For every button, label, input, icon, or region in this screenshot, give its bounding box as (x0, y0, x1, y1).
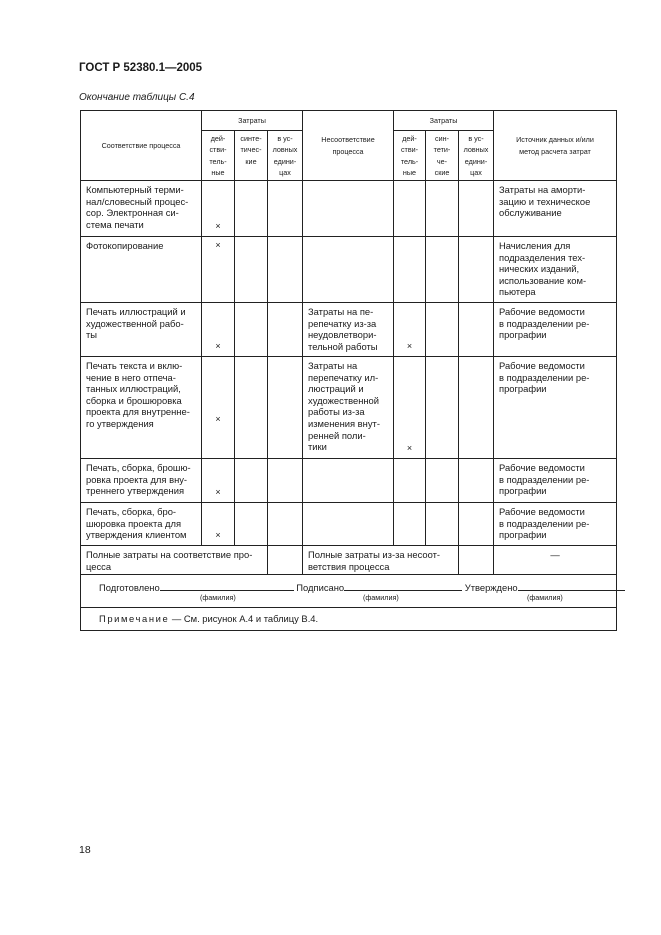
header-costs-2: Затраты (394, 111, 494, 131)
header-conditional: в ус- ловных едини- цах (268, 131, 303, 181)
synthetic-mark-2 (426, 459, 459, 503)
synthetic-mark (235, 357, 268, 459)
conditional-mark (268, 459, 303, 503)
conditional-mark-2 (459, 459, 494, 503)
actual-mark: × (202, 459, 235, 503)
actual-mark-2 (394, 181, 426, 237)
table-caption: Окончание таблицы С.4 (79, 92, 195, 103)
synthetic-mark-2 (426, 237, 459, 303)
synthetic-mark-2 (426, 303, 459, 357)
actual-mark: × (202, 503, 235, 546)
synthetic-mark (235, 237, 268, 303)
header-synthetic-2: син- тети- че- ские (426, 131, 459, 181)
conformance-cell: Компьютерный терми- нал/словесный процес- сор. Электронная си- стема печати (81, 181, 202, 237)
surname-caption-3: (фамилия) (527, 593, 563, 603)
conditional-mark-2 (459, 357, 494, 459)
actual-mark: × (202, 237, 235, 303)
nonconformance-cell (303, 181, 394, 237)
actual-mark-2: × (394, 357, 426, 459)
actual-mark: × (202, 357, 235, 459)
actual-mark-2: × (394, 303, 426, 357)
synthetic-mark (235, 181, 268, 237)
total-source: — (494, 546, 617, 575)
nonconformance-cell (303, 503, 394, 546)
source-cell: Начисления для подразделения тех- нических изданий, использование ком- пьютера (494, 237, 617, 303)
nonconformance-cell: Затраты на перепечатку ил- люстраций и художественной работы из-за изменения внут- ренней поли- тики (303, 357, 394, 459)
table-row (81, 459, 617, 503)
synthetic-mark-2 (426, 357, 459, 459)
conditional-mark (268, 303, 303, 357)
conditional-mark-2 (459, 181, 494, 237)
total-nonconformance-units (459, 546, 494, 575)
table-row (81, 303, 617, 357)
approved-label: Утверждено (464, 582, 518, 594)
actual-mark: × (202, 181, 235, 237)
total-conformance-units (268, 546, 303, 575)
header-actual: дей- стви- тель- ные (202, 131, 235, 181)
actual-mark-2 (394, 459, 426, 503)
total-nonconformance: Полные затраты из-за несоот- ветствия процесса (303, 546, 459, 575)
nonconformance-cell: Затраты на пе- репечатку из-за неудовлетвори- тельной работы (303, 303, 394, 357)
note (81, 608, 617, 631)
table-row (81, 357, 617, 459)
page-number: 18 (79, 844, 91, 856)
header-source: Источник данных и/или метод расчета затрат (494, 111, 617, 181)
conditional-mark-2 (459, 303, 494, 357)
conditional-mark (268, 503, 303, 546)
synthetic-mark-2 (426, 181, 459, 237)
table-row (81, 503, 617, 546)
conditional-mark-2 (459, 237, 494, 303)
signed-label: Подписано (296, 582, 345, 594)
surname-caption-2: (фамилия) (363, 593, 399, 603)
synthetic-mark (235, 303, 268, 357)
header-conformance: Соответствие процесса (81, 111, 202, 181)
header-synthetic: синте- тичес- кие (235, 131, 268, 181)
actual-mark-2 (394, 237, 426, 303)
signed-line (344, 581, 462, 591)
actual-mark-2 (394, 503, 426, 546)
document-id: ГОСТ Р 52380.1—2005 (79, 62, 203, 74)
header-nonconformance: Несоответствие процесса (303, 111, 394, 181)
source-cell: Рабочие ведомости в подразделении ре- прографии (494, 503, 617, 546)
conformance-cell: Печать, сборка, брошю- ровка проекта для вну- треннего утверждения (81, 459, 202, 503)
header-costs: Затраты (202, 111, 303, 131)
surname-caption-1: (фамилия) (200, 593, 236, 603)
synthetic-mark-2 (426, 503, 459, 546)
conditional-mark (268, 181, 303, 237)
note-label: Примечание (99, 613, 170, 625)
source-cell: Рабочие ведомости в подразделении ре- прографии (494, 459, 617, 503)
source-cell: Рабочие ведомости в подразделении ре- прографии (494, 357, 617, 459)
conditional-mark (268, 357, 303, 459)
cost-table (80, 110, 617, 631)
source-cell: Затраты на аморти- зацию и техническое обслуживание (494, 181, 617, 237)
note-text: — См. рисунок А.4 и таблицу В.4. (169, 613, 319, 625)
nonconformance-cell (303, 459, 394, 503)
conformance-cell: Печать текста и вклю- чение в него отпеча- танных иллюстраций, сборка и брошюровка проекта для внутренне- го утверждения (81, 357, 202, 459)
synthetic-mark (235, 503, 268, 546)
prepared-line (160, 581, 294, 591)
conditional-mark-2 (459, 503, 494, 546)
approved-line (518, 581, 625, 591)
table-row (81, 237, 617, 303)
actual-mark: × (202, 303, 235, 357)
source-cell: Рабочие ведомости в подразделении ре- прографии (494, 303, 617, 357)
signatures (81, 575, 617, 608)
totals-row (81, 546, 617, 575)
nonconformance-cell (303, 237, 394, 303)
synthetic-mark (235, 459, 268, 503)
conformance-cell: Фотокопирование (81, 237, 202, 303)
table-row (81, 181, 617, 237)
header-actual-2: дей- стви- тель- ные (394, 131, 426, 181)
prepared-label: Подготовлено (99, 582, 160, 594)
total-conformance: Полные затраты на соответствие про- цесса (81, 546, 268, 575)
conformance-cell: Печать иллюстраций и художественной рабо- ты (81, 303, 202, 357)
header-conditional-2: в ус- ловных едини- цах (459, 131, 494, 181)
conformance-cell: Печать, сборка, бро- шюровка проекта для утверждения клиентом (81, 503, 202, 546)
note-row (81, 608, 617, 631)
conditional-mark (268, 237, 303, 303)
signatures-row (81, 575, 617, 608)
